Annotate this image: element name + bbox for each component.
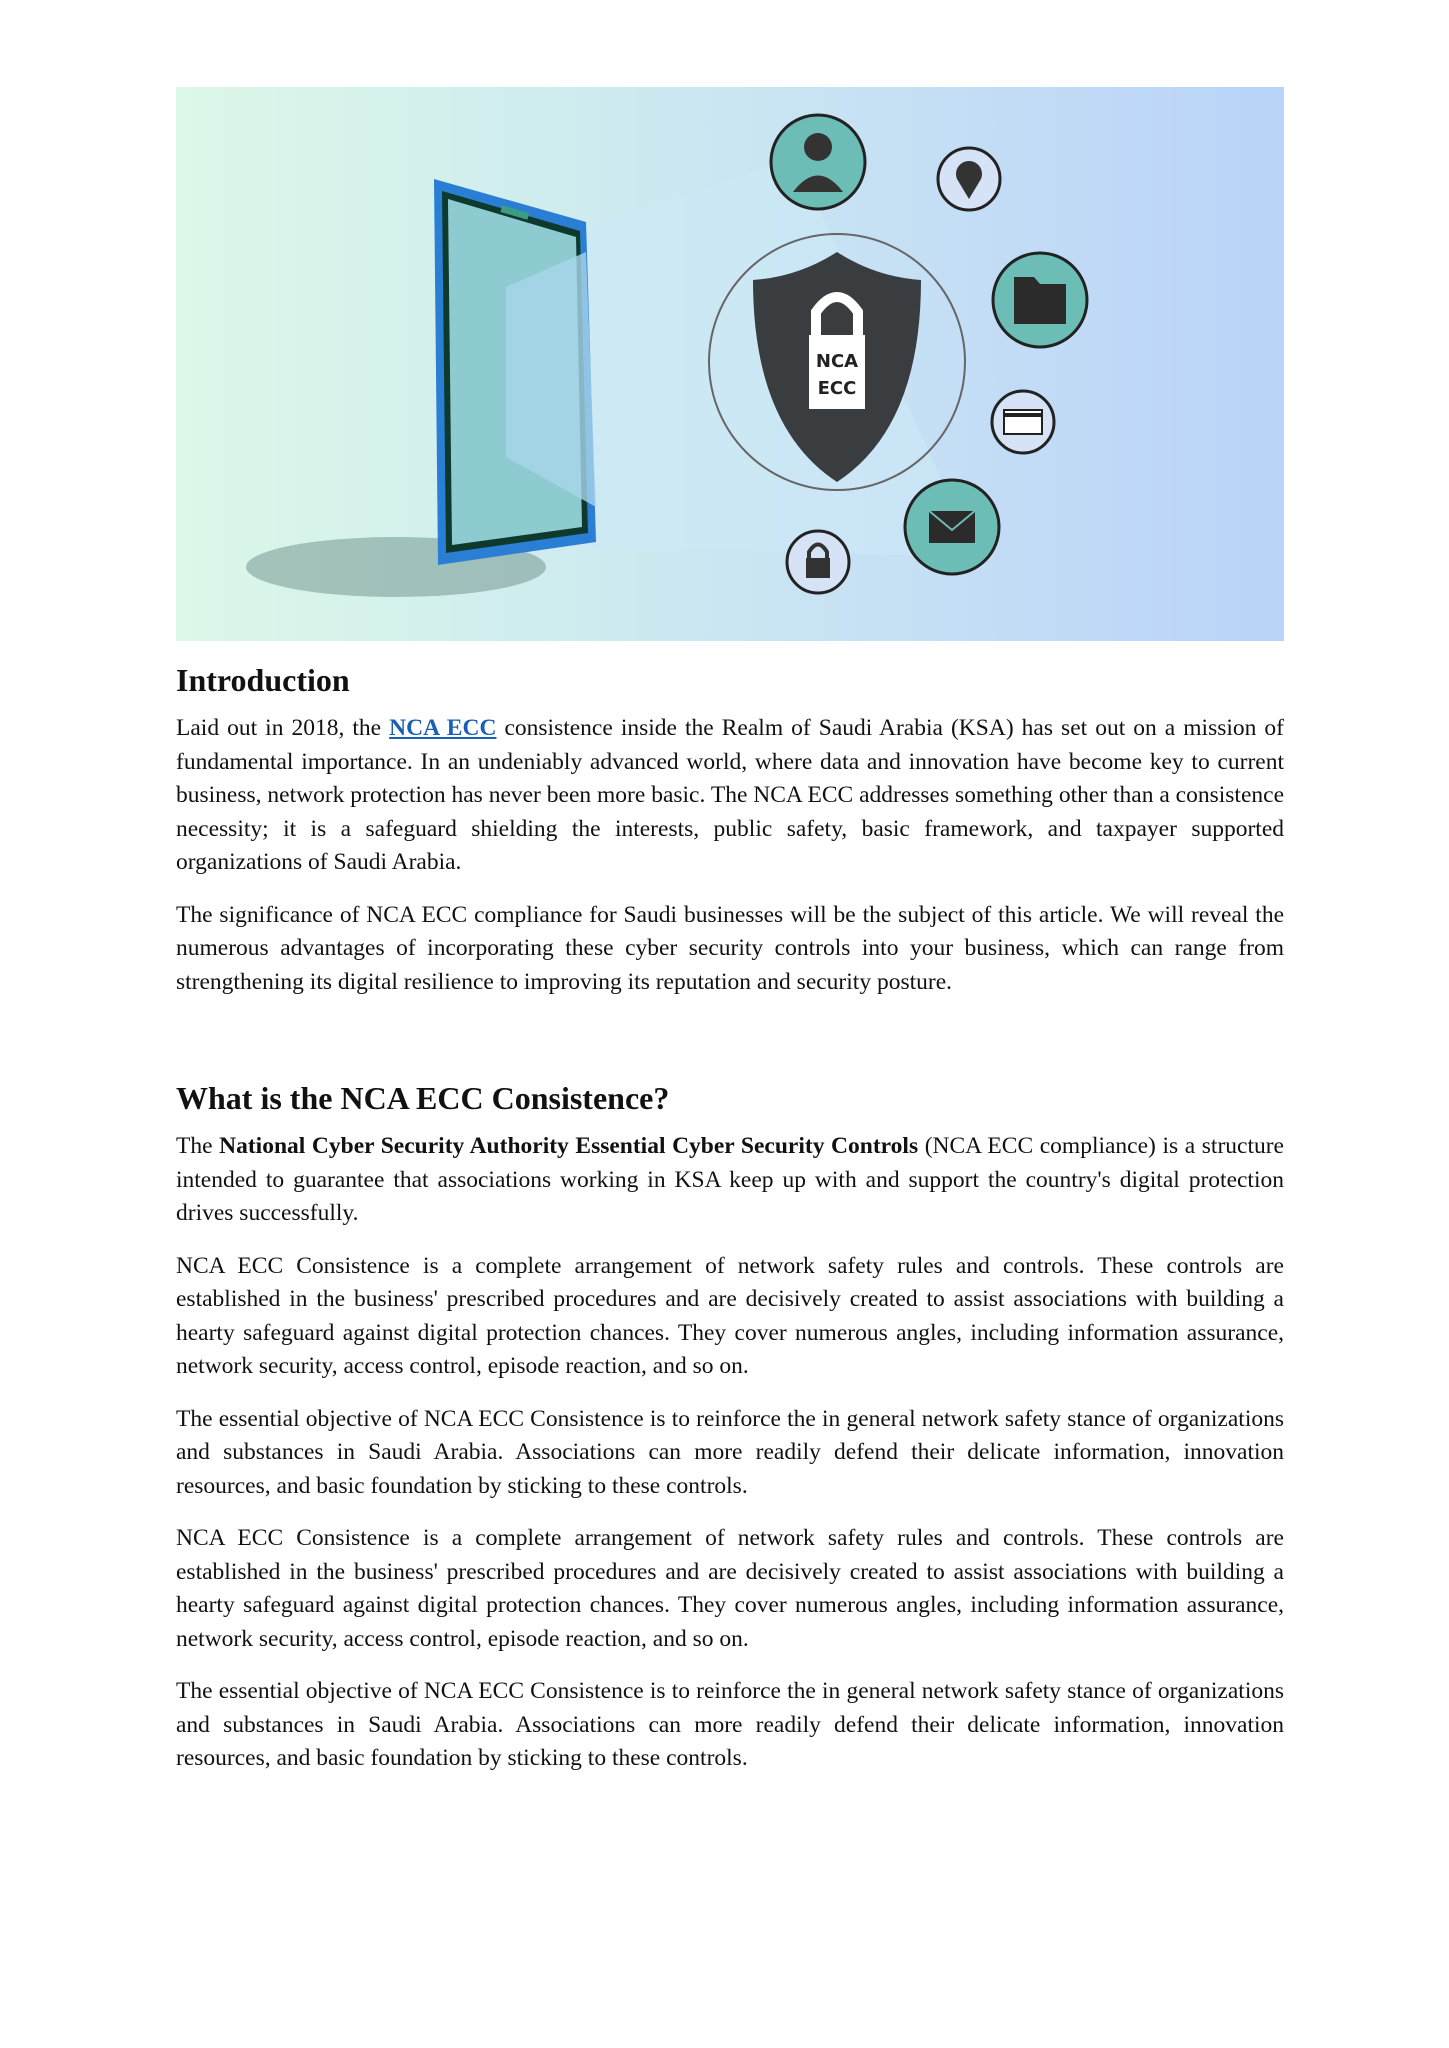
user-icon xyxy=(771,115,865,209)
intro-paragraph-1 xyxy=(176,712,1284,880)
text: Laid out in 2018, the xyxy=(176,715,390,741)
text: The xyxy=(176,1133,220,1159)
section-heading-what-is: What is the NCA ECC Consistence? xyxy=(176,1080,670,1116)
what-is-paragraph-4: NCA ECC Consistence is a complete arrangement of network safety rules and controls. These controls are established in the business' prescribed procedures and are decisively created to assist associations with building a hearty safeguard against digital protection chances. They cover numerous angles, including information assurance, network security, access control, episode reaction, and so on. xyxy=(176,1525,1284,1652)
lock-label-ecc: ECC xyxy=(817,378,857,399)
text: (NCA ECC compliance) is a structure intended to guarantee that associations working in KSA keep up with and support the country's digital protection drives successfully. xyxy=(176,1133,1284,1226)
section-heading-introduction: Introduction xyxy=(176,662,350,698)
location-pin-icon xyxy=(938,148,1000,210)
lock-label-nca: NCA xyxy=(815,351,859,372)
article-body xyxy=(176,660,1284,1795)
what-is-paragraph-3: The essential objective of NCA ECC Consistence is to reinforce the in general network safety stance of organizations and substances in Saudi Arabia. Associations can more readily defend their delicate information, innovation resources, and basic foundation by sticking to these controls. xyxy=(176,1405,1284,1499)
cybersecurity-illustration xyxy=(176,87,1284,641)
id-card-icon xyxy=(992,391,1054,453)
folder-icon xyxy=(993,253,1087,347)
what-is-paragraph-1 xyxy=(176,1130,1284,1231)
hero-illustration xyxy=(176,87,1284,641)
what-is-paragraph-2: NCA ECC Consistence is a complete arrangement of network safety rules and controls. These controls are established in the business' prescribed procedures and are decisively created to assist associations with building a hearty safeguard against digital protection chances. They cover numerous angles, including information assurance, network security, access control, episode reaction, and so on. xyxy=(176,1252,1284,1379)
small-lock-icon xyxy=(787,531,849,593)
intro-paragraph-2: The significance of NCA ECC compliance for Saudi businesses will be the subject of this article. We will reveal the numerous advantages of incorporating these cyber security controls into your business, which can range from strengthening its digital resilience to improving its reputation and security posture. xyxy=(176,901,1284,995)
nca-ecc-link[interactable]: NCA ECC xyxy=(389,715,497,741)
what-is-paragraph-5: The essential objective of NCA ECC Consistence is to reinforce the in general network safety stance of organizations and substances in Saudi Arabia. Associations can more readily defend their delicate information, innovation resources, and basic foundation by sticking to these controls. xyxy=(176,1678,1284,1771)
bold-term: National Cyber Security Authority Essential Cyber Security Controls xyxy=(219,1133,919,1159)
text: consistence inside the Realm of Saudi Arabia (KSA) has set out on a mission of fundamental importance. In an undeniably advanced world, where data and innovation have become key to current business, network protection has never been more basic. The NCA ECC addresses something other than a consistence necessity; it is a safeguard shielding the interests, public safety, basic framework, and taxpayer supported organizations of Saudi Arabia. xyxy=(176,715,1285,875)
envelope-icon xyxy=(905,480,999,574)
